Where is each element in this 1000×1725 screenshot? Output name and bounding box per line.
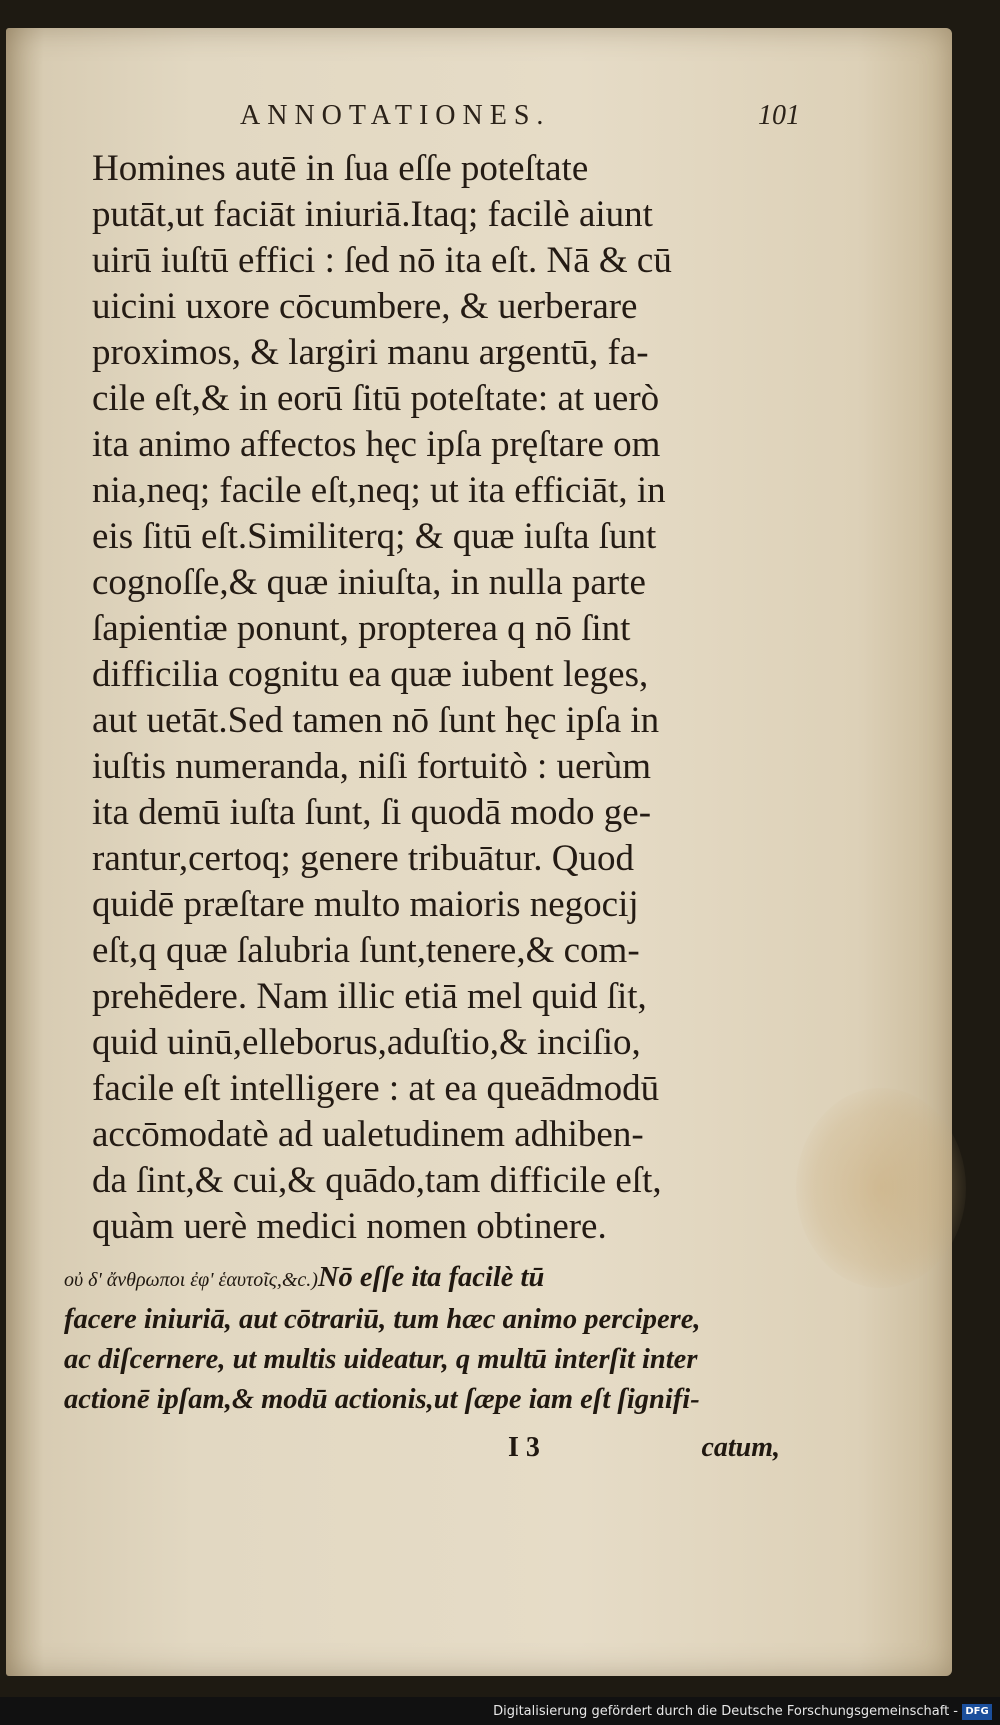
dfg-logo: DFG (962, 1704, 992, 1720)
note-line-text: Nō eſſe ita facilè tū (317, 1262, 545, 1293)
text-line: uicini uxore cōcumbere, & uerberare (92, 286, 638, 327)
note-line: actionē ipſam,& modū actionis,ut ſæpe iam eſt ſignifi- (64, 1384, 700, 1415)
note-line: facere iniuriā, aut cōtrariū, tum hæc animo percipere, (64, 1304, 701, 1335)
funding-credit: Digitalisierung gefördert durch die Deutsche Forschungsgemeinschaft - (493, 1704, 958, 1719)
running-head: ANNOTATIONES. (240, 100, 551, 131)
text-line: iuſtis numeranda, niſi fortuitò : uerùm (92, 746, 652, 787)
page-footer (490, 1432, 780, 1472)
text-line: putāt,ut faciāt iniuriā.Itaq; facilè aiunt (92, 194, 653, 235)
page-number: 101 (758, 100, 800, 131)
text-line: prehēdere. Nam illic etiā mel quid ſit, (92, 976, 647, 1017)
text-line: quid uinū,elleborus,aduſtio,& inciſio, (92, 1022, 641, 1063)
text-line: cognoſſe,& quæ iniuſta, in nulla parte (92, 562, 646, 603)
greek-lemma: οὐ δ' ἄνθρωποι ἐφ' ἑαυτοῖς,&c.) (64, 1269, 318, 1291)
text-line: ſapientiæ ponunt, propterea q nō ſint (92, 608, 631, 649)
text-line: Homines autē in ſua eſſe poteſtate (92, 148, 589, 189)
text-line: quidē præſtare multo maioris negocij (92, 884, 639, 925)
signature-mark: I 3 (508, 1432, 540, 1463)
text-line: eis ſitū eſt.Similiterq; & quæ iuſta ſunt (92, 516, 657, 557)
page-header (240, 100, 800, 140)
text-line: uirū iuſtū effici : ſed nō ita eſt. Nā & cū (92, 240, 672, 281)
text-line: eſt,q quæ ſalubria ſunt,tenere,& com- (92, 930, 640, 971)
text-line: da ſint,& cui,& quādo,tam difficile eſt, (92, 1160, 662, 1201)
credit-bar (0, 1697, 1000, 1725)
text-line: nia,neq; facile eſt,neq; ut ita efficiāt, in (92, 470, 666, 511)
note-line: ac diſcernere, ut multis uideatur, q multū interſit inter (64, 1344, 698, 1375)
text-line: facile eſt intelligere : at ea queādmodū (92, 1068, 660, 1109)
text-line: difficilia cognitu ea quæ iubent leges, (92, 654, 649, 695)
text-line: rantur,certoq; genere tribuātur. Quod (92, 838, 635, 879)
text-line: quàm uerè medici nomen obtinere. (92, 1206, 607, 1247)
text-line: cile eſt,& in eorū ſitū poteſtate: at uerò (92, 378, 660, 419)
text-line: proximos, & largiri manu argentū, fa- (92, 332, 649, 373)
annotation-note (64, 1258, 784, 1420)
note-line (64, 1258, 784, 1300)
main-text (92, 146, 792, 1250)
text-line: ita animo affectos hęc ipſa pręſtare om (92, 424, 661, 465)
catchword: catum, (701, 1432, 780, 1463)
text-line: ita demū iuſta ſunt, ſi quodā modo ge- (92, 792, 652, 833)
text-line: aut uetāt.Sed tamen nō ſunt hęc ipſa in (92, 700, 660, 741)
water-stain (796, 1088, 966, 1288)
text-line: accōmodatè ad ualetudinem adhiben- (92, 1114, 644, 1155)
